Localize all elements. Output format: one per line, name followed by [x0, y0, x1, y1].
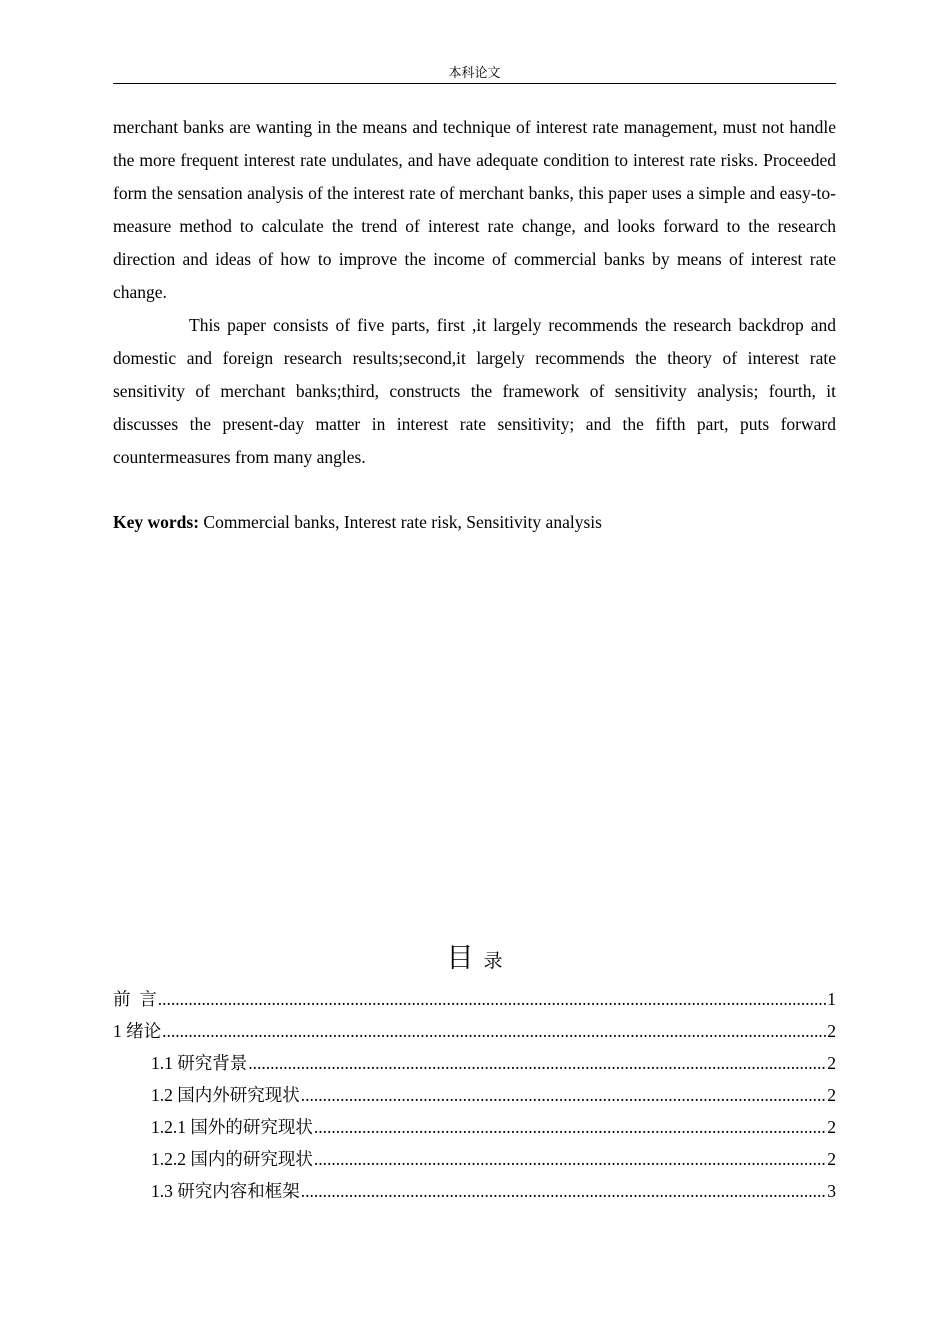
toc-entry-page: 2	[827, 1085, 836, 1105]
toc-leader-dots	[314, 1111, 826, 1143]
toc-title-char: 录	[483, 951, 503, 972]
table-of-contents	[113, 983, 836, 1207]
toc-entry-label: 1.2 国内外研究现状	[151, 1085, 300, 1105]
keywords-value: Commercial banks, Interest rate risk, Sensitivity analysis	[199, 512, 602, 532]
toc-entry-label: 1.3 研究内容和框架	[151, 1181, 300, 1201]
toc-leader-dots	[162, 1015, 826, 1047]
toc-entry[interactable]	[113, 1175, 836, 1207]
keywords-label: Key words:	[113, 512, 200, 532]
toc-entry[interactable]	[113, 1111, 836, 1143]
toc-entry-page: 3	[827, 1181, 836, 1201]
abstract-paragraph: This paper consists of five parts, first ,it largely recommends the research backdrop and domestic and foreign research results;second,it largely recommends the theory of interest rate sensitivity of merchant banks;third, constructs the framework of sensitivity analysis; fourth, it discusses the present-day matter in interest rate sensitivity; and the fifth part, puts forward countermeasures from many angles.	[113, 315, 836, 467]
toc-entry[interactable]	[113, 1143, 836, 1175]
abstract-paragraph: merchant banks are wanting in the means and technique of interest rate management, must not handle the more frequent interest rate undulates, and have adequate condition to interest rate risks. Proceeded form the sensation analysis of the interest rate of merchant banks, this paper uses a simple and easy-to-measure method to calculate the trend of interest rate change, and looks forward to the research direction and ideas of how to improve the income of commercial banks by means of interest rate change.	[113, 117, 836, 302]
abstract-body	[113, 111, 836, 474]
toc-entry-page: 1	[827, 989, 836, 1009]
toc-entry-page: 2	[827, 1149, 836, 1169]
toc-entry-label: 1.2.1 国外的研究现状	[151, 1117, 313, 1137]
toc-title-char: 目	[446, 943, 474, 973]
toc-entry-label: 1.2.2 国内的研究现状	[151, 1149, 313, 1169]
toc-entry-label: 1 绪论	[113, 1021, 162, 1041]
toc-leader-dots	[248, 1047, 826, 1079]
keywords-line	[113, 507, 836, 537]
toc-entry-page: 2	[827, 1053, 836, 1073]
toc-entry[interactable]	[113, 1079, 836, 1111]
toc-entry-label: 前 言	[113, 989, 157, 1009]
toc-entry-page: 2	[827, 1021, 836, 1041]
toc-entry-label: 1.1 研究背景	[151, 1053, 248, 1073]
page-header: 本科论文	[113, 64, 836, 84]
toc-leader-dots	[301, 1079, 827, 1111]
toc-entry[interactable]	[113, 1047, 836, 1079]
toc-entry[interactable]	[113, 983, 836, 1015]
toc-entry-page: 2	[827, 1117, 836, 1137]
toc-leader-dots	[301, 1175, 827, 1207]
toc-leader-dots	[158, 983, 827, 1015]
toc-title	[113, 940, 836, 980]
toc-leader-dots	[314, 1143, 826, 1175]
toc-entry[interactable]	[113, 1015, 836, 1047]
